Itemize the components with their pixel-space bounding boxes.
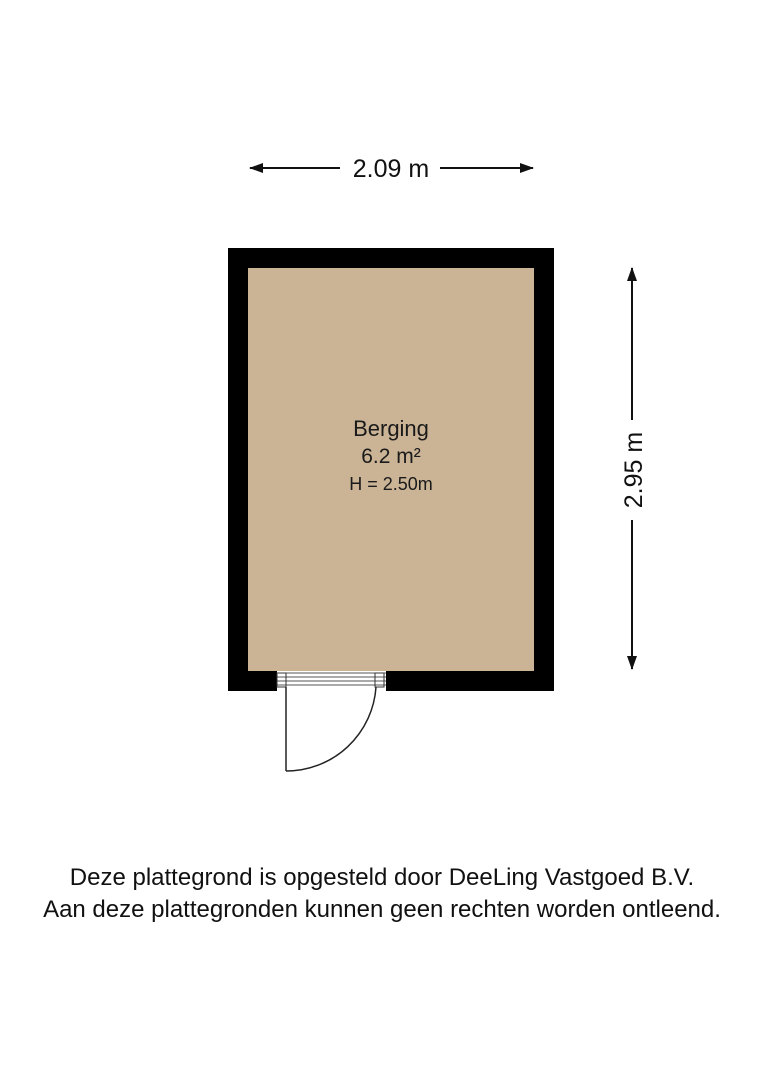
height-dimension <box>620 268 648 669</box>
disclaimer-line-2: Aan deze plattegronden kunnen geen rechten worden ontleend. <box>43 896 721 923</box>
height-dimension-label: 2.95 m <box>620 431 648 509</box>
disclaimer-line-1: Deze plattegrond is opgesteld door DeeLing Vastgoed B.V. <box>69 864 695 891</box>
room-name: Berging <box>353 416 429 441</box>
room-floor <box>248 268 534 671</box>
width-dimension-label: 2.09 m <box>352 155 430 183</box>
disclaimer <box>0 862 764 926</box>
room-height: H = 2.50m <box>349 474 433 494</box>
door-swing-arc <box>286 687 376 771</box>
door <box>277 671 386 771</box>
width-dimension <box>250 155 533 183</box>
room-area: 6.2 m² <box>361 445 421 468</box>
